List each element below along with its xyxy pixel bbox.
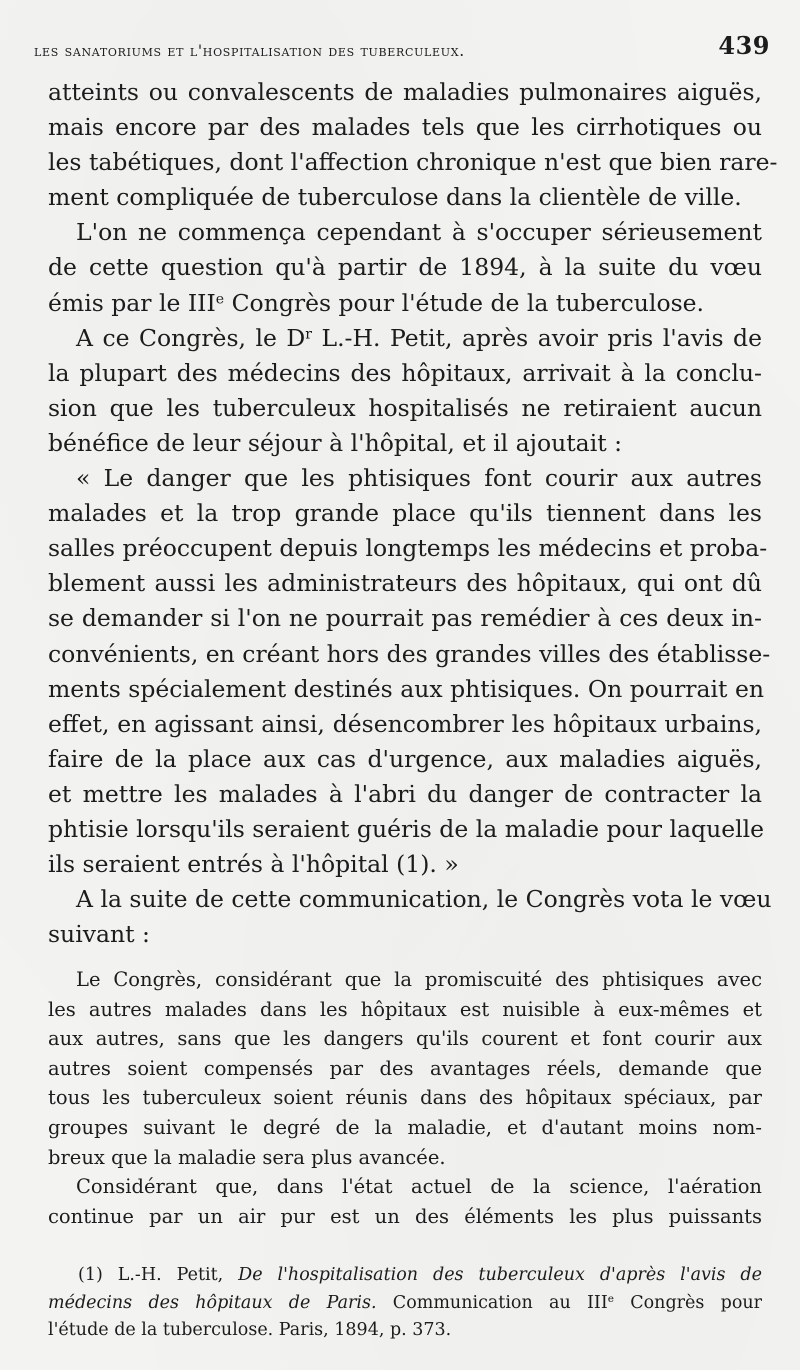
text-line: A la suite de cette communication, le Congrès vota le vœu — [76, 885, 772, 914]
text-line: L'on ne commença cependant à s'occuper sérieusement — [76, 218, 762, 247]
page-header — [34, 30, 770, 60]
footnote-line — [48, 1290, 762, 1318]
quote-line: Le Congrès, considérant que la promiscuité des phtisiques avec — [76, 968, 762, 991]
footnote-fragment: (1) L.-H. Petit, — [78, 1265, 239, 1285]
superscript: r — [305, 325, 312, 342]
footnote-fragment: Congrès pour — [613, 1292, 763, 1313]
footnote-line: l'étude de la tuberculose. Paris, 1894, p. 373. — [48, 1320, 452, 1340]
text-line: ils seraient entrés à l'hôpital (1). » — [48, 850, 459, 879]
text-line: malades et la trop grande place qu'ils tiennent dans les — [48, 499, 762, 528]
text-line: mais encore par des malades tels que les cirrhotiques ou — [48, 113, 762, 142]
quote-line: breux que la maladie sera plus avancée. — [48, 1145, 446, 1169]
text-line: ment compliquée de tuberculose dans la clientèle de ville. — [48, 183, 742, 212]
text-line: se demander si l'on ne pourrait pas remédier à ces deux in- — [48, 604, 762, 633]
footnote-fragment: Communication au III — [376, 1292, 608, 1313]
quote-line: autres soient compensés par des avantages réels, demande que — [48, 1056, 762, 1080]
text-line: salles préoccupent depuis longtemps les médecins et proba- — [48, 534, 768, 563]
text-line: bénéfice de leur séjour à l'hôpital, et il ajoutait : — [48, 428, 623, 457]
quote-line: continue par un air pur est un des éléments les plus puissants — [48, 1204, 762, 1228]
page-number: 439 — [718, 31, 770, 60]
text-line: ments spécialement destinés aux phtisiques. On pourrait en — [48, 674, 765, 703]
text-fragment: Congrès pour l'étude de la tuberculose. — [224, 288, 705, 317]
text-line: les tabétiques, dont l'affection chronique n'est que bien rare- — [48, 148, 778, 177]
resolution-quote — [48, 965, 762, 1231]
text-fragment: A ce Congrès, le D — [76, 323, 306, 352]
text-line: suivant : — [48, 920, 150, 949]
quote-line: aux autres, sans que les dangers qu'ils courent et font courir aux — [48, 1027, 762, 1051]
footnote-title: De l'hospitalisation des tuberculeux d'après l'avis de — [238, 1265, 762, 1285]
footnote — [48, 1262, 762, 1345]
footnote-title: médecins des hôpitaux de Paris. — [48, 1292, 377, 1313]
text-line: et mettre les malades à l'abri du danger de contracter la — [48, 779, 762, 808]
quote-line: Considérant que, dans l'état actuel de la science, l'aération — [76, 1175, 762, 1199]
text-line: la plupart des médecins des hôpitaux, arrivait à la conclu- — [48, 358, 762, 387]
text-line — [48, 321, 762, 356]
quote-line: groupes suivant le degré de la maladie, et d'autant moins nom- — [48, 1115, 762, 1139]
text-line: blement aussi les administrateurs des hôpitaux, qui ont dû — [48, 569, 762, 598]
quote-line: tous les tuberculeux soient réunis dans des hôpitaux spéciaux, par — [48, 1086, 762, 1110]
quote-line: les autres malades dans les hôpitaux est nuisible à eux-mêmes et — [48, 997, 762, 1021]
text-line: faire de la place aux cas d'urgence, aux maladies aiguës, — [48, 744, 762, 773]
text-line: phtisie lorsqu'ils seraient guéris de la maladie pour laquelle — [48, 814, 765, 843]
text-line: sion que les tuberculeux hospitalisés ne retiraient aucun — [48, 393, 762, 422]
superscript: e — [215, 290, 225, 307]
text-fragment: L.-H. Petit, après avoir pris l'avis de — [311, 323, 762, 352]
text-line: convénients, en créant hors des grandes villes des établisse- — [48, 639, 771, 668]
text-line: effet, en agissant ainsi, désencombrer les hôpitaux urbains, — [48, 709, 762, 738]
text-line: « Le danger que les phtisiques font courir aux autres — [76, 464, 762, 493]
footnote-line — [48, 1262, 762, 1290]
text-line — [48, 286, 762, 321]
superscript: e — [607, 1292, 614, 1305]
body-text — [48, 75, 778, 952]
text-fragment: émis par le III — [48, 288, 216, 317]
text-line: de cette question qu'à partir de 1894, à la suite du vœu — [48, 253, 762, 282]
text-line: atteints ou convalescents de maladies pulmonaires aiguës, — [48, 78, 762, 106]
running-title: les sanatoriums et l'hospitalisation des tuberculeux. — [34, 42, 465, 60]
